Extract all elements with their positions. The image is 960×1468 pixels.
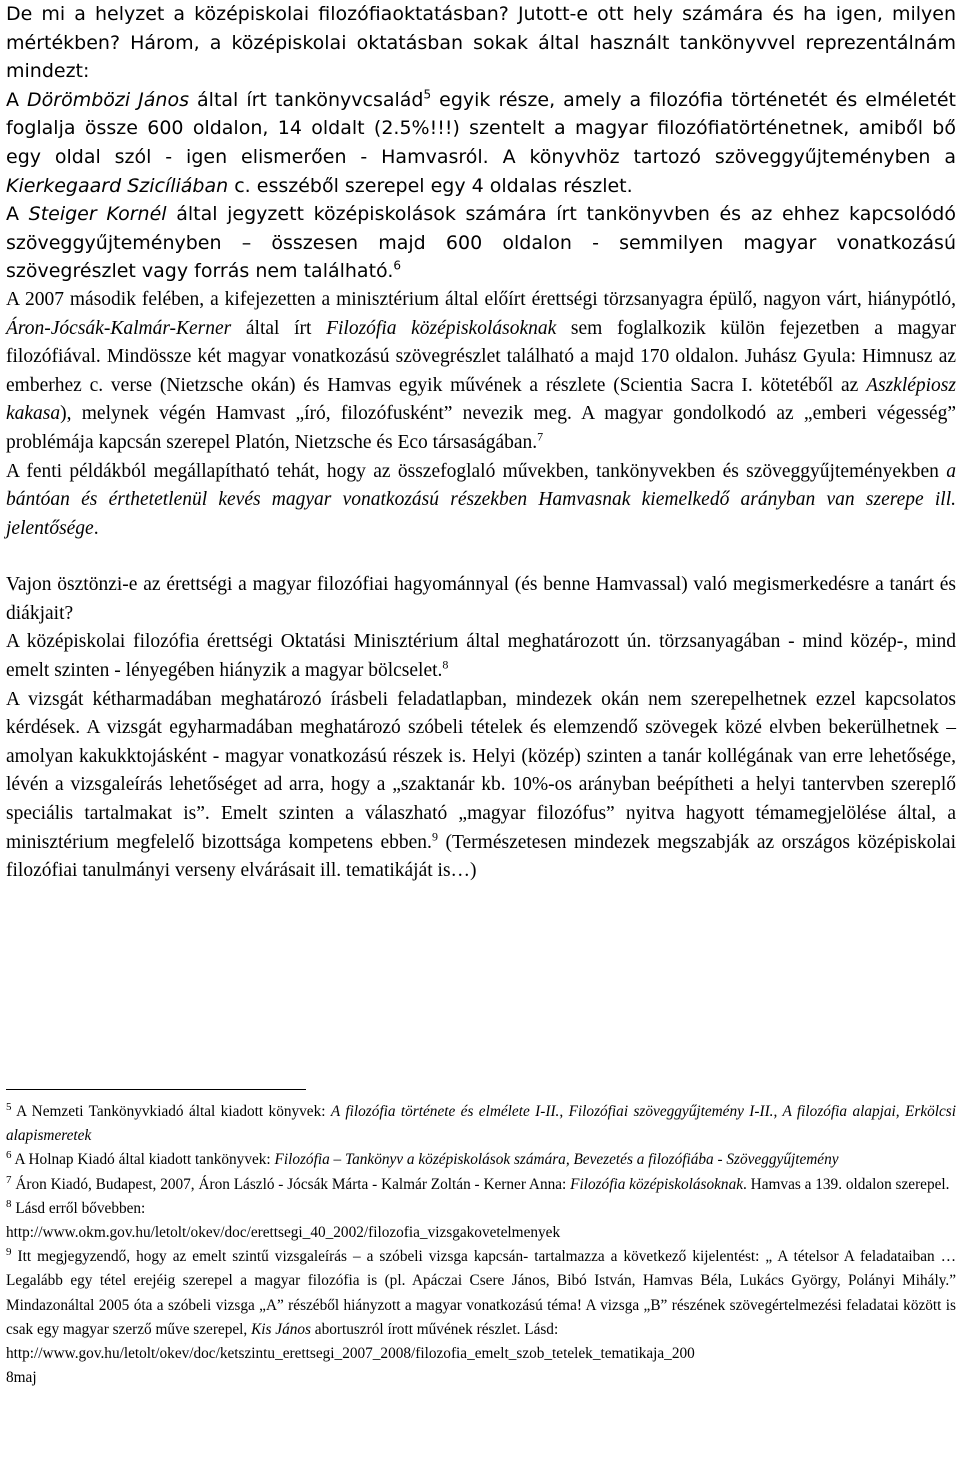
footnotes: [6, 1089, 956, 1390]
paragraph-3: A 2007 második felében, a kifejezetten a minisztérium által előírt érettségi törzsanyagra épülő, nagyon várt, hiánypótló, Áron-Jócsák-Kalmár-Kerner által írt Filozófia középiskolásoknak sem foglalkozik külön fejezetben a magyar filozófiával. Mindössze két magyar vonatkozású szövegrészlet található a majd 170 oldalon. Juhász Gyula: Himnusz az emberhez c. verse (Nietzsche okán) és Hamvas egyik művének a részlete (Scientia Sacra I. kötetéből az Aszklépiosz kakasa), melynek végén Hamvast „író, filozófusként” nevezik meg. A magyar gondolkodó az „emberi végesség” problémája kapcsán szerepel Platón, Nietzsche és Eco társaságában.$^7$ A fenti példákból megállapítható tehát, hogy az összefoglaló művekben, tankönyvekben és szöveggyűjteményekben a bántóan és érthetetlenül kevés magyar vonatkozású részekben Hamvasnak kiemelkedő arányban van szerepe ill. jelentősége. Vajon ösztönzi-e az érettségi a magyar filozófiai hagyománnyal (és benne Hamvassal) való megismerkedésre a tanárt és diákjait? A középiskolai filozófia érettségi Oktatási Minisztérium által meghatározott ún. törzsanyagában - mind közép-, mind emelt szinten - lényegében hiányzik a magyar bölcselet.$^8$ A vizsgát kétharmadában meghatározó írásbeli feladatlapban, mindezek okán nem szerepelhetnek ezzel kapcsolatos kérdések. A vizsgát egyharmadában meghatározó szóbeli tételek és elemzendő szövegek közé elvben bekerülhetnek – amolyan kakukktojásként - magyar vonatkozású részek is. Helyi (közép) szinten a tanár kollégának van erre lehetősége, lévén a vizsgaleírás lehetőséget ad arra, hogy a „szaktanár kb. 10%-os arányban beépítheti a helyi tantervben szereplő speciális tartalmakat is”. Emelt szinten a válaszható „magyar filozófus” nyitva hagyott témamegjelölése által, a minisztérium megfelelő bizottsága kompetens ebben.$^9$ (Természetesen mindezek megszabják az országos középiskolai filozófiai tanulmányi verseny elvárásait ill. tematikáját is…): [6, 286, 956, 886]
paragraph-5a: Vajon ösztönzi-e az érettségi a magyar filozófiai hagyománnyal (és benne Hamvassal) való megismerkedésre a tanárt és diákjait?: [6, 574, 956, 624]
work-aszklepiosz: Aszklépiosz kakasa: [6, 374, 956, 425]
footnote-7: $^7$ Áron Kiadó, Budapest, 2007, Áron László - Jócsák Márta - Kalmár Zoltán - Kerner Anna: Filozófia középiskolásoknak. Hamvas a 139. oldalon szerepel.: [6, 1173, 950, 1193]
author-steiger: Steiger Kornél: [28, 203, 167, 226]
footnote-9-link[interactable]: http://www.gov.hu/letolt/okev/doc/ketszintu_erettsegi_2007_2008/filozofia_emelt_szob_tetelek_tematikaja_200: [6, 1345, 695, 1363]
paragraph-2: A Steiger Kornél által jegyzett középiskolások számára írt tankönyvben és az ehhez kapcsolódó szöveggyűjteményben – összesen majd 600 oldalon - semmilyen magyar vonatkozású szövegrészlet vagy forrás nem található.$^6$: [6, 203, 956, 283]
footnote-8: $^8$ Lásd erről bővebben:: [6, 1197, 146, 1217]
footnote-8-link[interactable]: http://www.okm.gov.hu/letolt/okev/doc/erettsegi_40_2002/filozofia_vizsgakovetelmenyek: [6, 1224, 561, 1242]
paragraph-5b: A középiskolai filozófia érettségi Oktatási Minisztérium által meghatározott ún. törzsanyagában - mind közép-, mind emelt szinten - lényegében hiányzik a magyar bölcselet.$^8$: [6, 631, 956, 682]
footnote-ref-8[interactable]: 8: [442, 657, 449, 672]
title-kierkegaard: Kierkegaard Szicíliában: [6, 174, 229, 197]
title-filozofia: Filozófia középiskolásoknak: [326, 317, 557, 339]
footnote-ref-9[interactable]: 9: [431, 829, 438, 844]
intro-text: De mi a helyzet a középiskolai filozófiaoktatásban? Jutott-e ott hely számára és ha igen, milyen mértékben? Három, a középiskolai oktatásban sokak által használt tankönyvvel reprezentálnám mindezt:: [6, 3, 956, 83]
emphasis-conclusion: a bántóan és érthetetlenül kevés magyar vonatkozású részekben Hamvasnak kiemelkedő arányban van szerepe ill. jelentősége: [6, 460, 956, 539]
paragraph-4: A fenti példákból megállapítható tehát, hogy az összefoglaló művekben, tankönyvekben és szöveggyűjteményekben a bántóan és érthetetlenül kevés magyar vonatkozású részekben Hamvasnak kiemelkedő arányban van szerepe ill. jelentősége.: [6, 460, 956, 539]
author-dorombozi: Dörömbözi János: [27, 88, 189, 111]
footnote-ref-6[interactable]: 6: [393, 259, 401, 274]
footnote-ref-5[interactable]: 5: [423, 87, 432, 102]
authors-aron: Áron-Jócsák-Kalmár-Kerner: [6, 317, 232, 339]
footnote-9-tail: 8maj: [6, 1369, 37, 1387]
footnote-5: $^5$ A Nemzeti Tankönyvkiadó által kiadott könyvek: A filozófia története és elmélete I-II., Filozófiai szöveggyűjtemény I-II., A filozófia alapjai, Erkölcsi alapismeretek: [6, 1100, 957, 1145]
footnote-ref-7[interactable]: 7: [537, 429, 544, 444]
paragraph-5c: A vizsgát kétharmadában meghatározó írásbeli feladatlapban, mindezek okán nem szerepelhetnek ezzel kapcsolatos kérdések. A vizsgát egyharmadában meghatározó szóbeli tételek és elemzendő szövegek közé elvben bekerülhetnek – amolyan kakukktojásként - magyar vonatkozású részek is. Helyi (közép) szinten a tanár kollégának van erre lehetősége, lévén a vizsgaleírás lehetőséget ad arra, hogy a „szaktanár kb. 10%-os arányban beépítheti a helyi tantervben szereplő speciális tartalmakat is”. Emelt szinten a válaszható „magyar filozófus” nyitva hagyott témamegjelölése által, a minisztérium megfelelő bizottsága kompetens ebben.$^9$ (Természetesen mindezek megszabják az országos középiskolai filozófiai tanulmányi verseny elvárásait ill. tematikáját is…): [6, 688, 956, 882]
paragraph-1: De mi a helyzet a középiskolai filozófiaoktatásban? Jutott-e ott hely számára és ha igen, milyen mértékben? Három, a középiskolai oktatásban sokak által használt tankönyvvel reprezentálnám mindezt: A Dörömbözi János által írt tankönyvcsalád$^5$ egyik része, amely a filozófia történetét és elméletét foglalja össze 600 oldalon, 14 oldalt (2.5%!!!) szentelt a magyar filozófiatörténetnek, amiből bő egy oldal szól - igen elismerően - Hamvasról. A könyvhöz tartozó szöveggyűjteményben a Kierkegaard Szicíliában c. esszéből szerepel egy 4 oldalas részlet.: [6, 3, 956, 197]
footnote-9: $^9$ Itt megjegyzendő, hogy az emelt szintű vizsgaleírás – a szóbeli vizsga kapcsán- tartalmazza a következő kijelentést: „ A tételsor A feladataiban … Legalább egy tétel erejéig szerepel a magyar filozófia is (pl. Apáczai Csere János, Bibó István, Hamvas Béla, Lukács György, Polányi Mihály.” Mindazonáltal 2005 óta a szóbeli vizsga „A” részéből hiányzott a magyar vonatkozású téma! A vizsga „B” részének szövegértelmezési feladatai között is csak egy magyar szerző műve szerepel, Kis János abortuszról írott művének részlet. Lásd:: [6, 1246, 956, 1338]
footnote-separator: [6, 1089, 306, 1090]
document-body: [6, 0, 956, 886]
footnote-6: $^6$ A Holnap Kiadó által kiadott tankönyvek: Filozófia – Tankönyv a középiskolások számára, Bevezetés a filozófiába - Szöveggyűjtemény: [6, 1149, 839, 1169]
